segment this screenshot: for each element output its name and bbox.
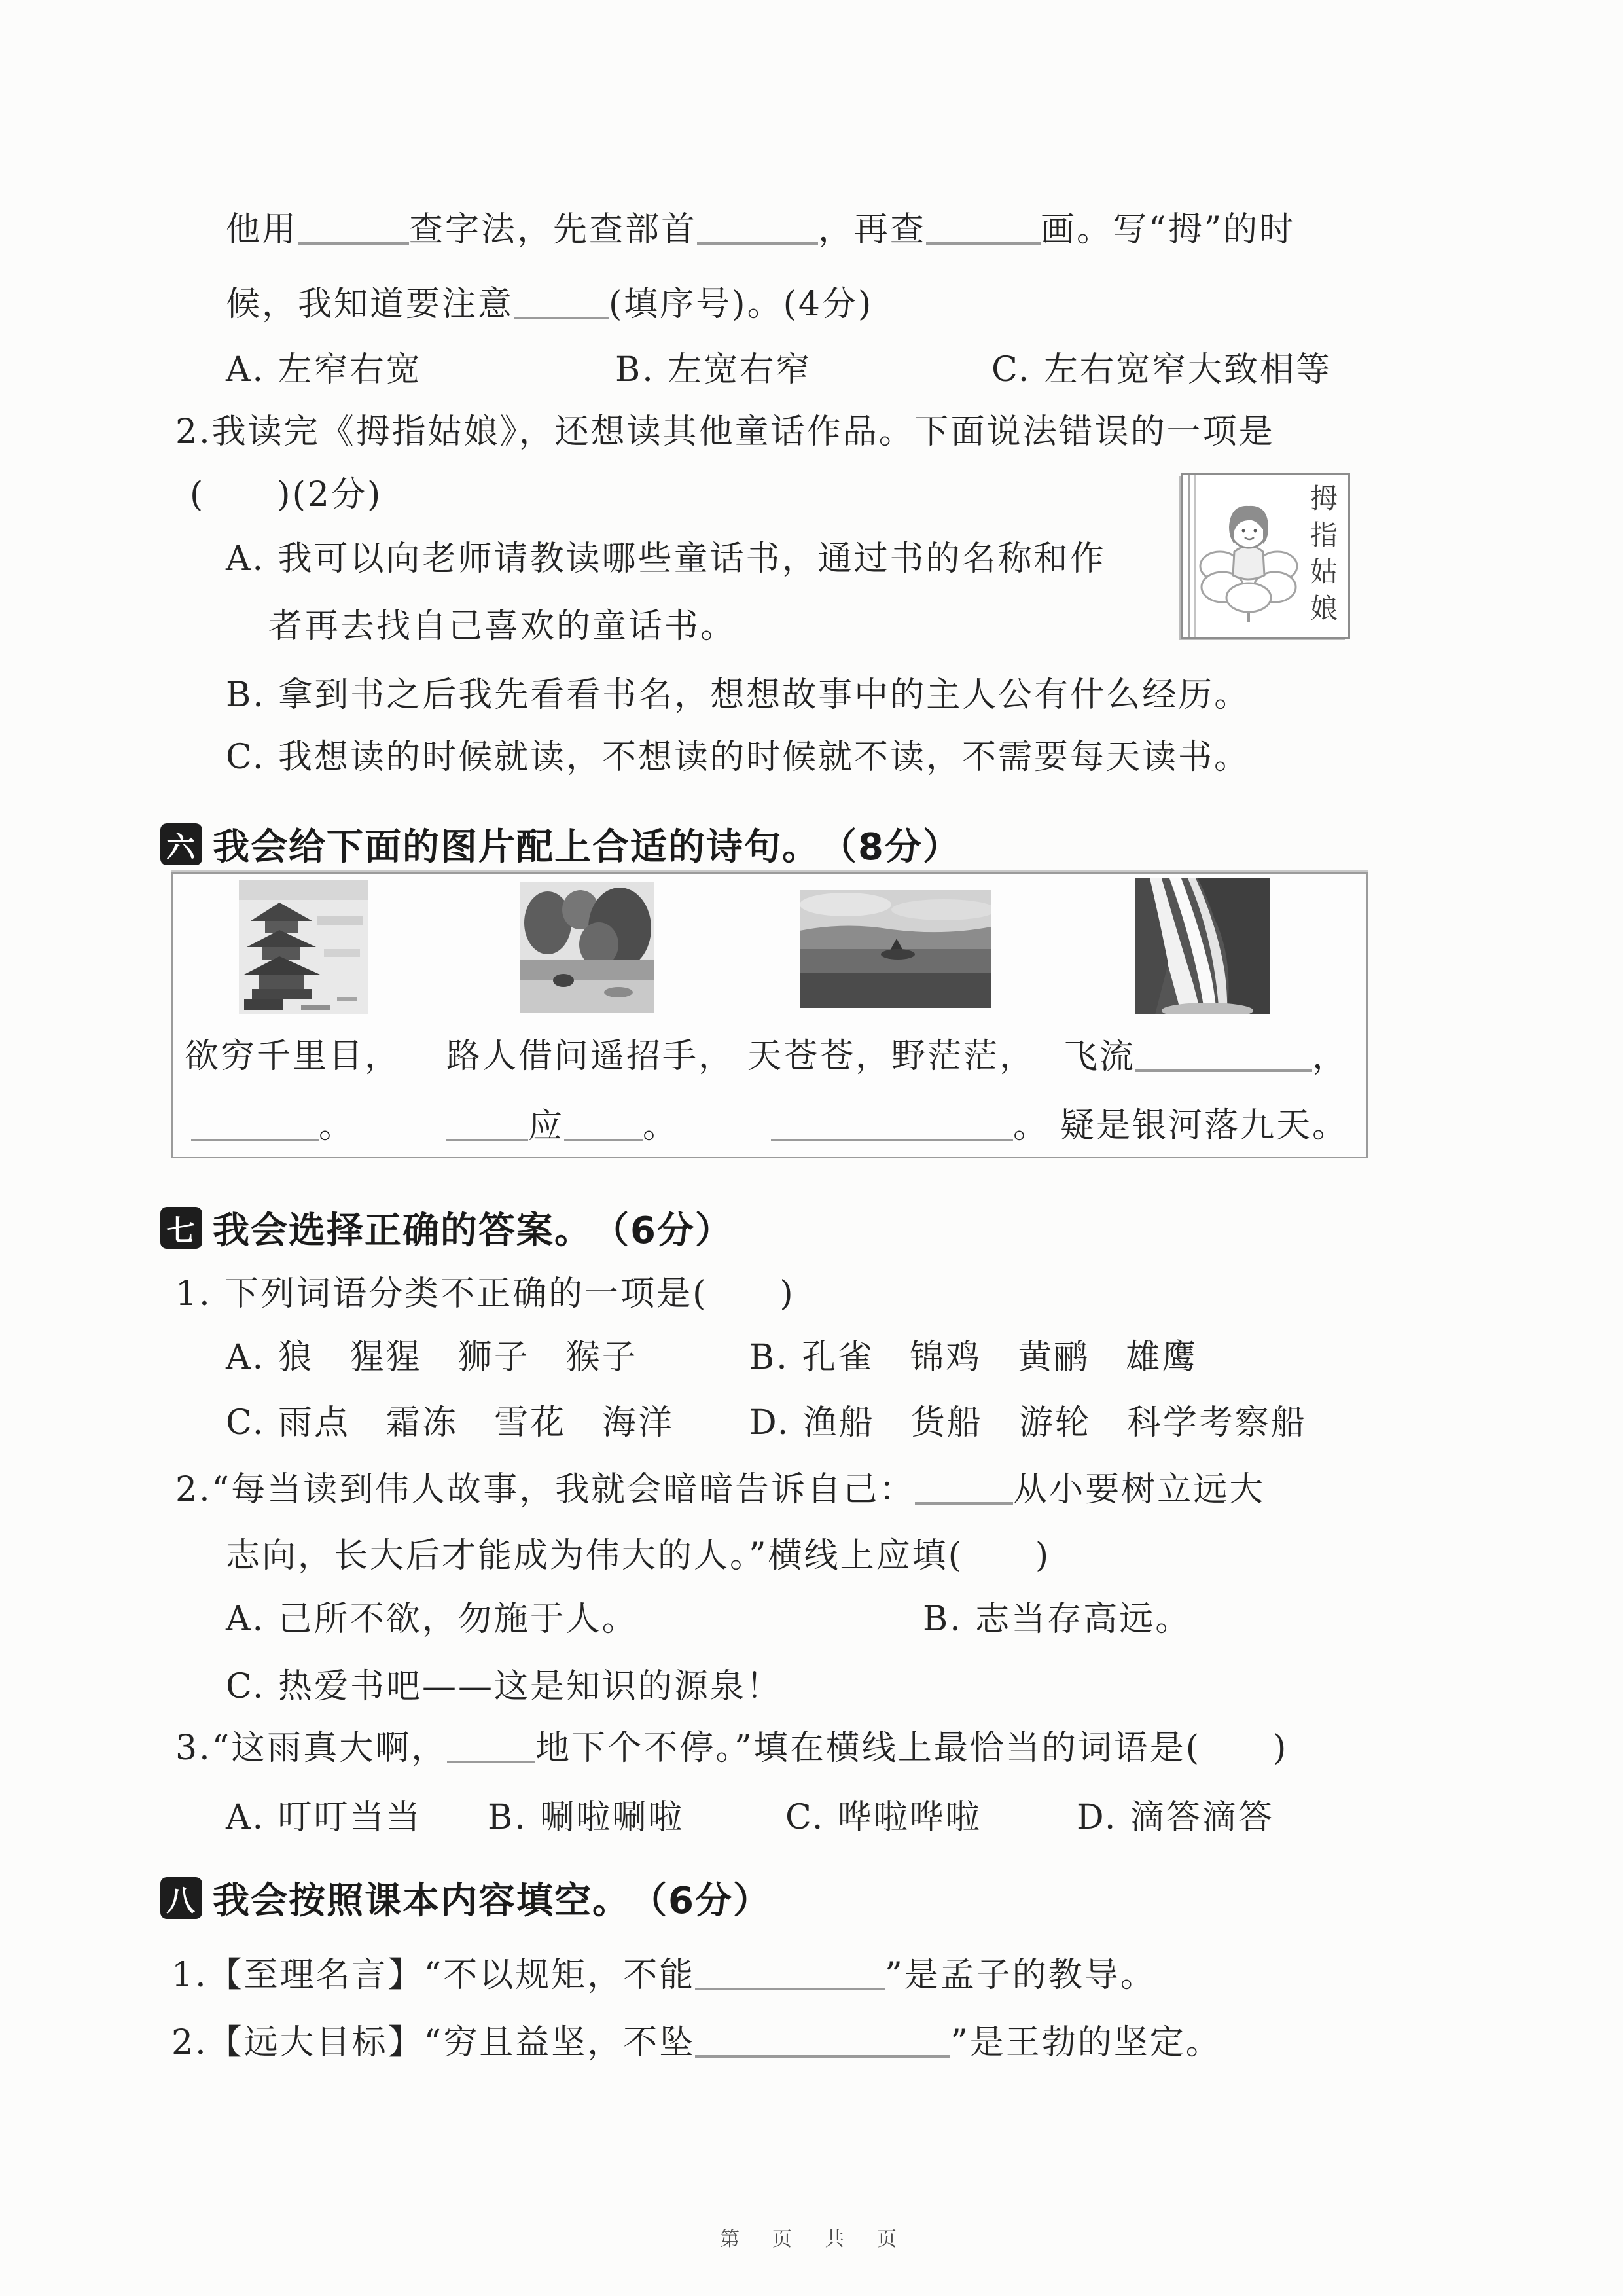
- riverside-trees-photo: [520, 882, 654, 1013]
- q1-option-b: B. 左宽右窄: [615, 350, 812, 389]
- s7q3-option-d: D. 滴答滴答: [1077, 1798, 1274, 1837]
- page-footer: 第 页 共 页: [720, 2228, 903, 2251]
- q1-line1-text4: 画。写“拇”的时: [1041, 210, 1296, 249]
- poem-col2-mid: 应: [528, 1107, 565, 1146]
- s8-item1: [171, 1954, 1156, 1997]
- s7q2-stem1b: 从小要树立远大: [1013, 1470, 1266, 1509]
- section-6-score: （8分）: [820, 826, 961, 869]
- s7q3-stem1a: 3.“这雨真大啊，: [175, 1729, 448, 1768]
- poem-col4-line1: [1063, 1035, 1348, 1079]
- q2-option-a-line1: A. 我可以向老师请教读哪些童话书，通过书的名称和作: [226, 539, 1106, 579]
- grassland-photo: [800, 890, 991, 1008]
- q2-option-c: C. 我想读的时候就读，不想读的时候就不读，不需要每天读书。: [226, 738, 1250, 777]
- s7q1-option-d: D. 渔船 货船 游轮 科学考察船: [749, 1403, 1307, 1443]
- answer-blank: [926, 208, 1041, 245]
- q1-line2: [226, 283, 873, 326]
- q2-option-a-line2: 者再去找自己喜欢的童话书。: [268, 607, 737, 646]
- q2-stem-line1: 2.我读完《拇指姑娘》，还想读其他童话作品。下面说法错误的一项是: [175, 412, 1275, 452]
- q1-option-c: C. 左右宽窄大致相等: [991, 350, 1332, 389]
- section-7-heading: [160, 1202, 733, 1254]
- poem-col3-end: 。: [1013, 1107, 1050, 1146]
- section-7-title: 我会选择正确的答案。: [213, 1210, 592, 1252]
- q2-stem-line2: ( )(2分): [190, 475, 383, 514]
- q2-option-b: B. 拿到书之后我先看看书名，想想故事中的主人公有什么经历。: [226, 675, 1251, 715]
- q1-line1-text1: 他用: [226, 210, 298, 249]
- poem-col4-line2: 疑是银河落九天。: [1060, 1106, 1349, 1145]
- s8-item2: [171, 2021, 1222, 2064]
- s7q3-option-b: B. 唰啦唰啦: [488, 1798, 685, 1837]
- poem-col2-line1: 路人借问遥招手，: [446, 1037, 735, 1076]
- poem-col3-line1: 天苍苍，野茫茫，: [747, 1037, 1036, 1076]
- poem-col4-comma: ，: [1312, 1037, 1349, 1077]
- s7q3-option-c: C. 哗啦哗啦: [785, 1798, 982, 1837]
- s8-item2-post: ”是王勃的坚定。: [950, 2023, 1222, 2062]
- poem-col4-pre: 飞流: [1063, 1037, 1136, 1077]
- poem-col3-line2: [771, 1105, 1049, 1148]
- q1-line2-text2: (填序号)。(4分): [609, 285, 874, 324]
- s7q2-option-b: B. 志当存高远。: [923, 1600, 1192, 1639]
- answer-blank: [447, 1727, 535, 1763]
- s7q1-option-a: A. 狼 猩猩 狮子 猴子: [226, 1338, 638, 1377]
- q1-line1: [226, 208, 1295, 251]
- answer-blank: [564, 1105, 643, 1141]
- s7q2-option-a: A. 己所不欲，勿施于人。: [226, 1600, 638, 1639]
- girl-on-flower-illustration: [1195, 489, 1306, 624]
- answer-blank: [1135, 1035, 1312, 1072]
- section-8-score: （6分）: [630, 1880, 771, 1922]
- answer-blank: [191, 1105, 319, 1141]
- s8-item1-pre: 1.【至理名言】“不以规矩，不能: [171, 1956, 696, 1995]
- poem-col1-line2: [191, 1105, 355, 1148]
- section-8-number-badge: 八: [160, 1877, 202, 1919]
- s7q1-option-b: B. 孔雀 锦鸡 黄鹂 雄鹰: [749, 1338, 1198, 1377]
- section-7-number-badge: 七: [160, 1207, 202, 1249]
- s7q1-option-c: C. 雨点 霜冻 雪花 海洋: [226, 1403, 674, 1443]
- poem-col1-end: 。: [319, 1107, 355, 1146]
- waterfall-photo: [1135, 878, 1270, 1014]
- s7q3-option-a: A. 叮叮当当: [226, 1798, 422, 1837]
- answer-blank: [514, 283, 609, 319]
- poem-col1-line1: 欲穷千里目，: [185, 1037, 401, 1076]
- answer-blank: [697, 208, 818, 245]
- answer-blank: [915, 1468, 1013, 1505]
- q1-line2-text1: 候，我知道要注意: [226, 285, 514, 324]
- section-8-title: 我会按照课本内容填空。: [213, 1880, 630, 1922]
- s7q3-stem1b: 地下个不停。”填在横线上最恰当的词语是( ): [535, 1729, 1289, 1768]
- section-7-score: （6分）: [592, 1210, 733, 1252]
- book-title-vertical: 拇指姑娘: [1306, 484, 1338, 630]
- s7q1-stem: 1. 下列词语分类不正确的一项是( ): [175, 1274, 795, 1314]
- q1-line1-text2: 查字法，先查部首: [409, 210, 698, 249]
- q1-line1-text3: ，再查: [818, 210, 927, 249]
- thumbelina-book-cover: [1181, 473, 1350, 639]
- poem-col2-end: 。: [643, 1107, 679, 1146]
- s7q3-stem: [175, 1727, 1288, 1770]
- answer-blank: [446, 1105, 528, 1141]
- s7q2-option-c: C. 热爱书吧——这是知识的源泉！: [226, 1667, 782, 1706]
- section-6-heading: [160, 818, 961, 870]
- section-6-title: 我会给下面的图片配上合适的诗句。: [213, 826, 820, 869]
- s7q2-stem-line1: [175, 1468, 1265, 1511]
- answer-blank: [695, 1954, 885, 1990]
- section-8-heading: [160, 1872, 771, 1924]
- section-6-number-badge: 六: [160, 823, 202, 865]
- s8-item1-post: ”是孟子的教导。: [885, 1956, 1156, 1995]
- s7q2-stem-line2: 志向，长大后才能成为伟大的人。”横线上应填( ): [226, 1536, 1051, 1575]
- q1-option-a: A. 左窄右宽: [226, 350, 422, 389]
- s8-item2-pre: 2.【远大目标】“穷且益坚，不坠: [171, 2023, 696, 2062]
- s7q2-stem1a: 2.“每当读到伟人故事，我就会暗暗告诉自己：: [175, 1470, 916, 1509]
- answer-blank: [771, 1105, 1013, 1141]
- poem-col2-line2: [446, 1105, 679, 1148]
- answer-blank: [695, 2021, 950, 2058]
- pagoda-tower-photo: [239, 880, 368, 1014]
- answer-blank: [298, 208, 409, 245]
